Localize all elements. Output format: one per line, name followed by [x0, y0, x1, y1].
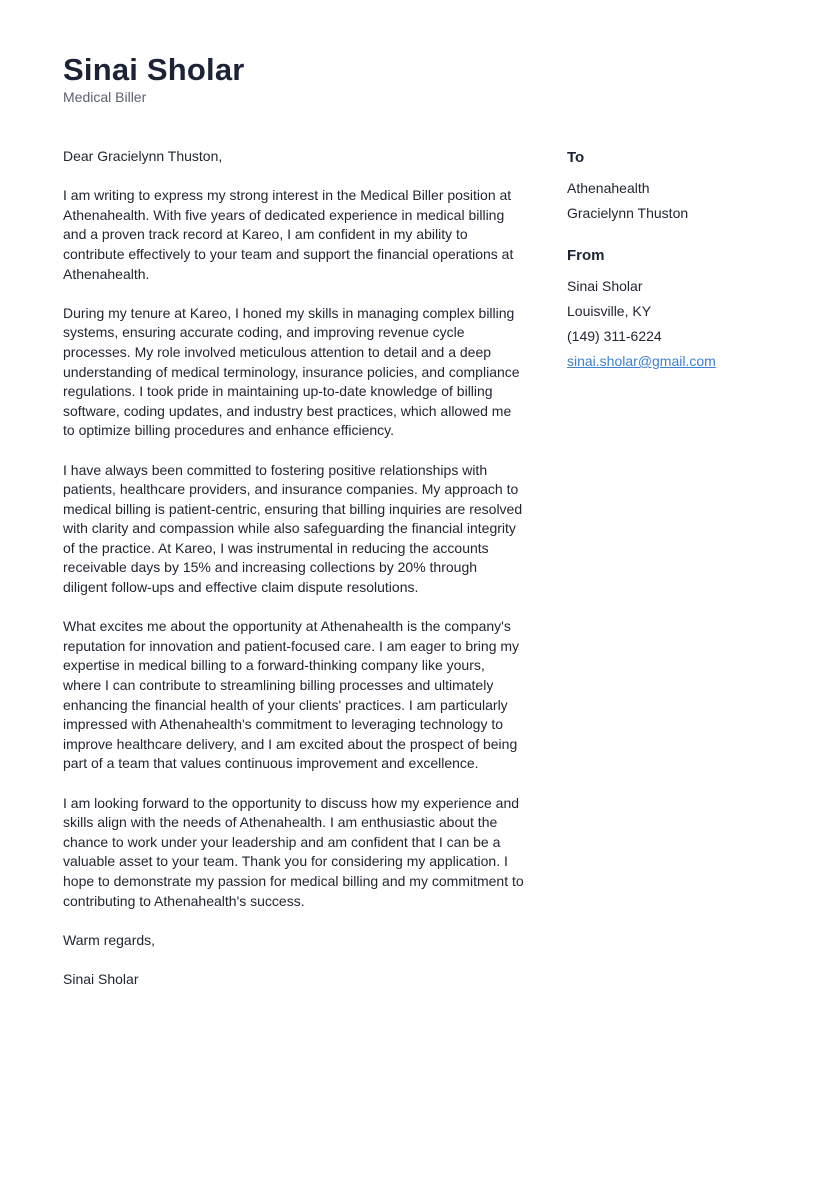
sender-location: Louisville, KY: [567, 303, 652, 319]
sidebar: [567, 148, 787, 394]
to-heading: To: [567, 149, 585, 166]
sender-phone: (149) 311-6224: [567, 328, 662, 344]
recipient-company: Athenahealth: [567, 180, 650, 196]
letter-body: [63, 147, 525, 1009]
from-heading: From: [567, 247, 605, 264]
to-section: [567, 148, 787, 226]
letter-paragraph: I am looking forward to the opportunity to discuss how my experience and skills align with the needs of Athenahealth. I am enthusiastic about the chance to work under your leadership and am confident that I can be a valuable asset to your team. Thank you for considering my application. I hope to demonstrate my passion for medical billing and my commitment to contributing to Athenahealth's success.: [63, 794, 524, 909]
letter-paragraph: During my tenure at Kareo, I honed my skills in managing complex billing systems, ensuring accurate coding, and improving revenue cycle processes. My role involved meticulous attention to detail and a deep understanding of medical terminology, insurance policies, and compliance regulations. I took pride in maintaining up-to-date knowledge of billing software, coding updates, and industry best practices, which allowed me to optimize billing procedures and enhance efficiency.: [63, 304, 520, 439]
applicant-job-title: Medical Biller: [63, 89, 147, 105]
letter-paragraph: What excites me about the opportunity at Athenahealth is the company's reputation for innovation and patient-focused care. I am eager to bring my expertise in medical billing to a forward-thinking company like yours, where I can contribute to streamlining billing processes and ultimately enhancing the financial health of your clients' practices. I am particularly impressed with Athenahealth's commitment to leveraging technology to improve healthcare delivery, and I am excited about the prospect of being part of a team that values continuous improvement and excellence.: [63, 618, 520, 772]
letter-paragraph: I have always been committed to fostering positive relationships with patients, healthcare providers, and insurance companies. My approach to medical billing is patient-centric, ensuring that billing inquiries are resolved with clarity and compassion while also safeguarding the financial integrity of the practice. At Kareo, I was instrumental in reducing the accounts receivable days by 15% and increasing collections by 20% through diligent follow-ups and effective claim dispute resolutions.: [63, 461, 523, 596]
letter-closing: Warm regards,: [63, 931, 156, 948]
sender-email-link[interactable]: sinai.sholar@gmail.com: [567, 353, 716, 369]
letter-signature: Sinai Sholar: [63, 970, 139, 987]
recipient-name: Gracielynn Thuston: [567, 205, 689, 221]
applicant-name: Sinai Sholar: [63, 52, 245, 87]
resume-header: [63, 52, 245, 106]
letter-paragraph: I am writing to express my strong interest in the Medical Biller position at Athenahealth. With five years of dedicated experience in medical billing and a proven track record at Kareo, I am confident in my ability to contribute effectively to your team and support the financial operations at Athenahealth.: [63, 187, 514, 282]
sender-name: Sinai Sholar: [567, 278, 643, 294]
letter-salutation: Dear Gracielynn Thuston,: [63, 148, 223, 164]
from-section: [567, 246, 787, 374]
